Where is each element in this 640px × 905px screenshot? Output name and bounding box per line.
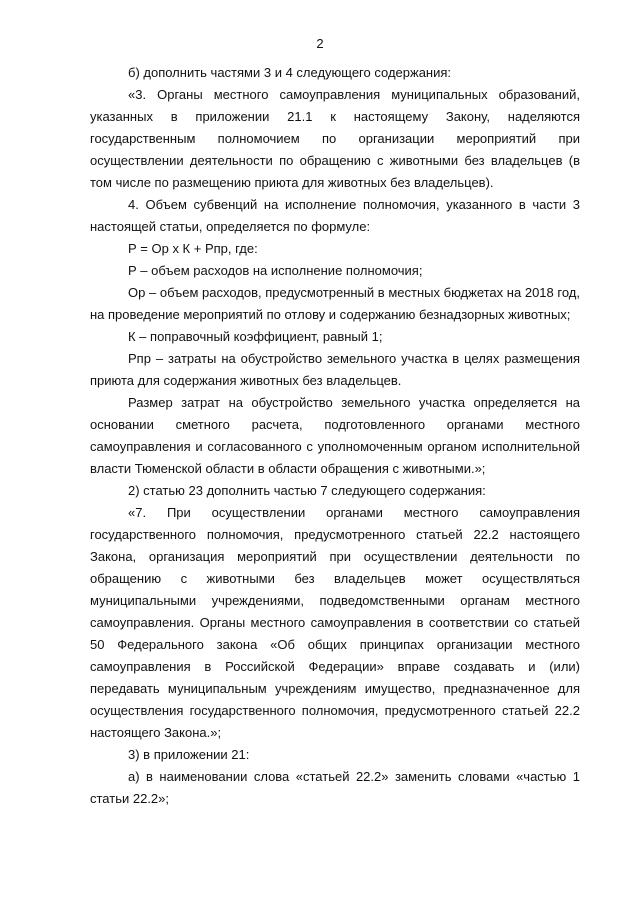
formula-def-k: К – поправочный коэффициент, равный 1; [128, 329, 383, 344]
paragraph-part-4: 4. Объем субвенций на исполнение полномочия, указанного в части 3 настоящей статьи, определяется по формуле: [90, 197, 580, 234]
paragraph-amendment-b: б) дополнить частями 3 и 4 следующего содержания: [128, 65, 452, 80]
paragraph-part-7: «7. При осуществлении органами местного самоуправления государственного полномочия, предусмотренного статьей 22.2 настоящего Закона, организация мероприятий при осуществлении деятельности по обращению с животными без владельцев может осуществляться муниципальными учреждениями, подведомственными органам местного самоуправления. Органы местного самоуправления в соответствии со статьей 50 Федерального закона «Об общих принципах организации местного самоуправления в Российской Федерации» вправе создавать и (или) передавать муниципальным учреждениям имущество, предназначенное для осуществления государственного полномочия, предусмотренного статьей 22.2 настоящего Закона.»; [90, 505, 580, 740]
formula: Р = Ор х К + Рпр, где: [128, 241, 258, 256]
paragraph-appendix-21: 3) в приложении 21: [128, 747, 250, 762]
formula-def-rpr: Рпр – затраты на обустройство земельного участка в целях размещения приюта для содержания животных без владельцев. [90, 351, 580, 388]
paragraph-cost-size: Размер затрат на обустройство земельного участка определяется на основании сметного расчета, подготовленного органами местного самоуправления и согласованного с уполномоченным органом исполнительной власти Тюменской области в области обращения с животными.»; [90, 395, 580, 476]
page-number: 2 [316, 36, 324, 51]
paragraph-part-3: «3. Органы местного самоуправления муниципальных образований, указанных в приложении 21.1 к настоящему Закону, наделяются государственным полномочием по организации мероприятий при осуществлении деятельности по обращению с животными без владельцев (в том числе по размещению приюта для животных без владельцев). [90, 87, 580, 190]
formula-def-or: Ор – объем расходов, предусмотренный в местных бюджетах на 2018 год, на проведение мероприятий по отлову и содержанию безнадзорных животных; [90, 285, 580, 322]
paragraph-amendment-a: а) в наименовании слова «статьей 22.2» заменить словами «частью 1 статьи 22.2»; [90, 769, 580, 806]
paragraph-article-23: 2) статью 23 дополнить частью 7 следующего содержания: [128, 483, 486, 498]
document-body [90, 62, 580, 810]
formula-def-p: Р – объем расходов на исполнение полномочия; [128, 263, 423, 278]
